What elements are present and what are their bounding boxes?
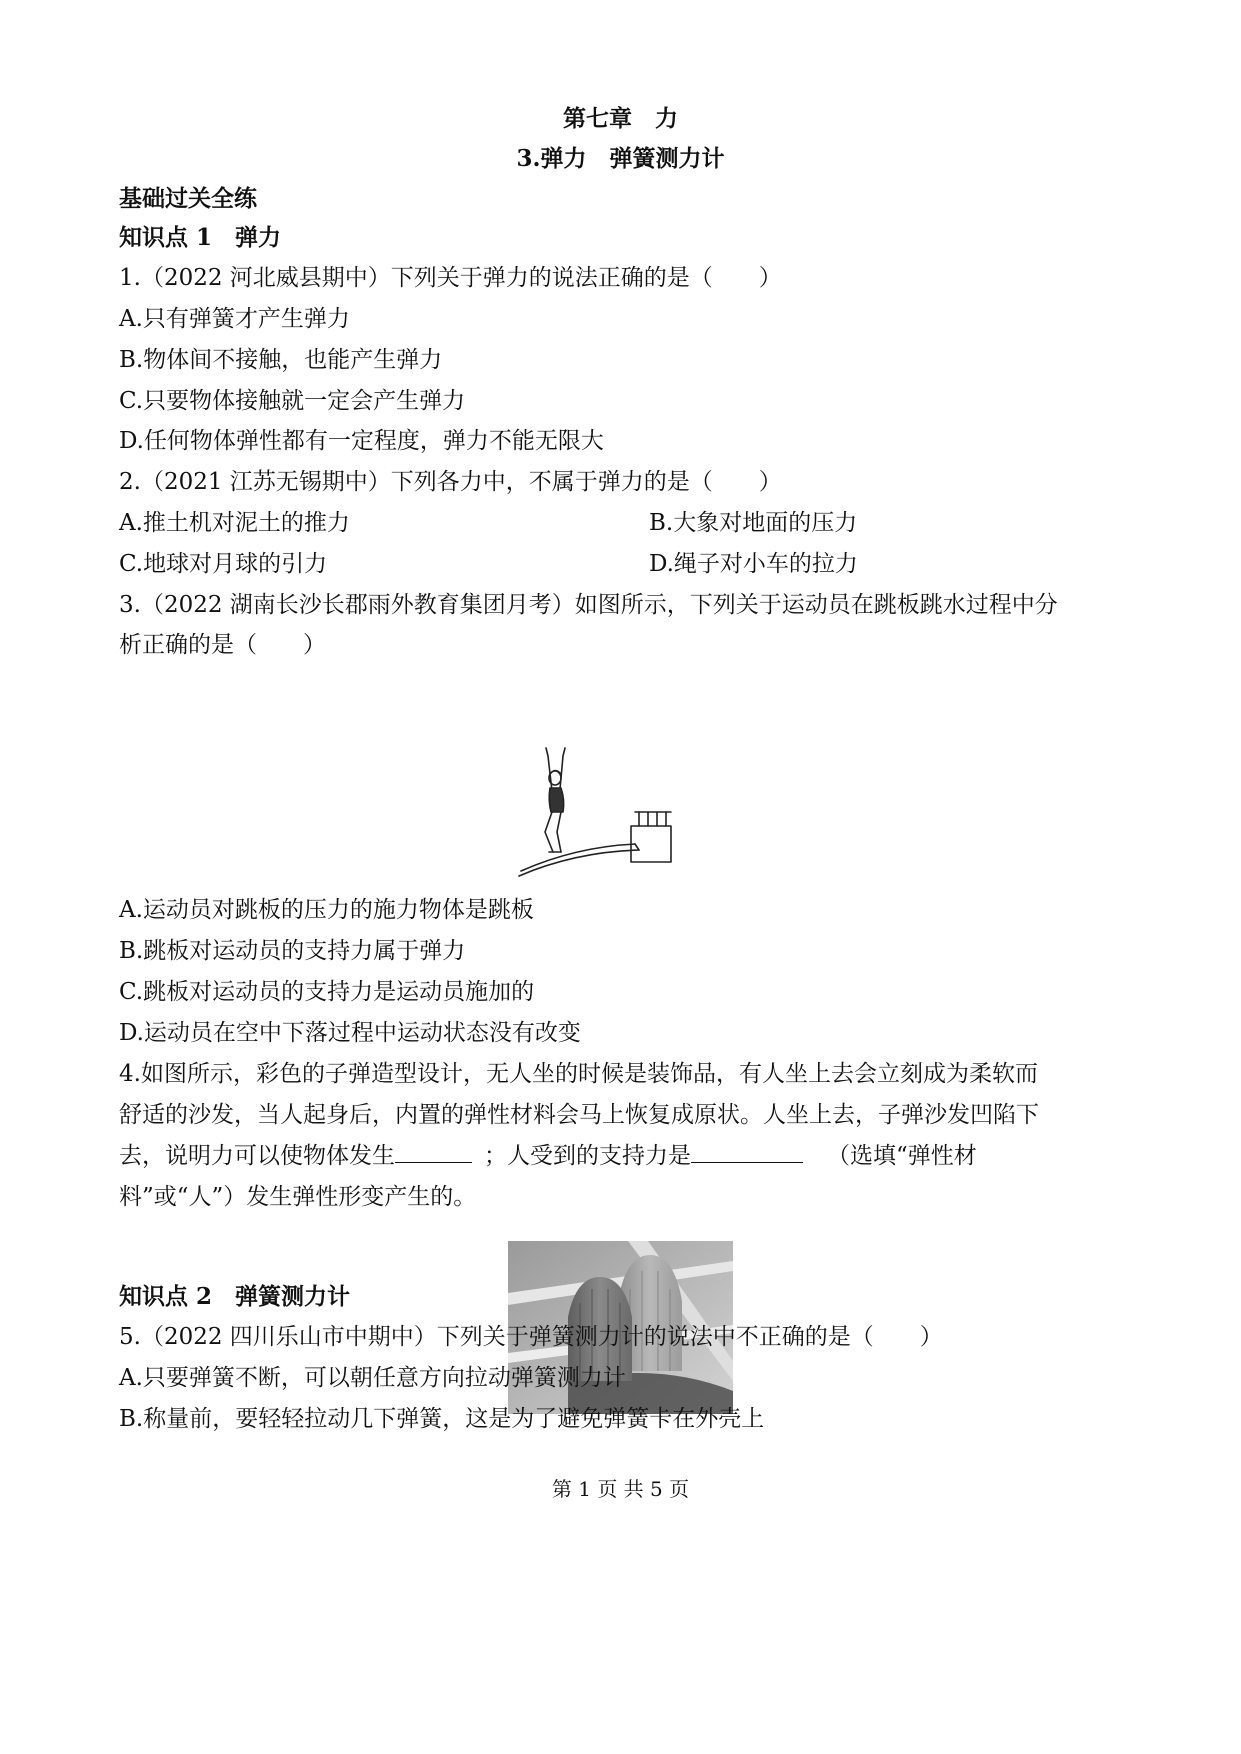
diving-board-figure xyxy=(515,740,690,878)
question-2-option-c: C.地球对月球的引力 xyxy=(119,551,328,577)
question-2-option-d: D.绳子对小车的拉力 xyxy=(649,551,858,577)
question-4-line-3 xyxy=(119,1140,977,1172)
question-5-option-a: A.只要弹簧不断，可以朝任意方向拉动弹簧测力计 xyxy=(119,1365,626,1391)
answer-blank-1[interactable] xyxy=(395,1140,472,1163)
question-5-option-b: B.称量前，要轻轻拉动几下弹簧，这是为了避免弹簧卡在外壳上 xyxy=(119,1406,765,1432)
question-1-option-b: B.物体间不接触，也能产生弹力 xyxy=(119,347,443,373)
question-3-option-a: A.运动员对跳板的压力的施力物体是跳板 xyxy=(119,897,534,923)
question-4-line-3-part-a: 去，说明力可以使物体发生 xyxy=(119,1143,395,1169)
question-5-stem: 5.（2022 四川乐山市中期中）下列关于弹簧测力计的说法中不正确的是（ ） xyxy=(119,1324,943,1350)
question-4-line-4: 料”或“人”）发生弹性形变产生的。 xyxy=(119,1184,477,1210)
question-3-stem-line-1: 3.（2022 湖南长沙长郡雨外教育集团月考）如图所示，下列关于运动员在跳板跳水过程中分 xyxy=(119,592,1058,618)
question-2-stem: 2.（2021 江苏无锡期中）下列各力中，不属于弹力的是（ ） xyxy=(119,469,782,495)
question-3-stem-line-2: 析正确的是（ ） xyxy=(119,632,326,658)
question-4-line-2: 舒适的沙发，当人起身后，内置的弹性材料会马上恢复成原状。人坐上去，子弹沙发凹陷下 xyxy=(119,1102,1039,1128)
knowledge-point-2-heading: 知识点 2 弹簧测力计 xyxy=(119,1283,351,1310)
question-1-option-d: D.任何物体弹性都有一定程度，弹力不能无限大 xyxy=(119,428,604,454)
question-4-line-1: 4.如图所示，彩色的子弹造型设计，无人坐的时候是装饰品，有人坐上去会立刻成为柔软而 xyxy=(119,1061,1038,1087)
question-4-line-3-part-c: （选填“弹性材 xyxy=(827,1143,977,1169)
exercise-group-heading: 基础过关全练 xyxy=(119,185,257,212)
question-1-stem: 1.（2022 河北威县期中）下列关于弹力的说法正确的是（ ） xyxy=(119,265,782,291)
question-1-option-c: C.只要物体接触就一定会产生弹力 xyxy=(119,388,466,414)
section-title: 3.弹力 弹簧测力计 xyxy=(516,145,725,172)
question-3-option-d: D.运动员在空中下落过程中运动状态没有改变 xyxy=(119,1020,581,1046)
answer-blank-2[interactable] xyxy=(691,1140,803,1163)
question-3-option-b: B.跳板对运动员的支持力属于弹力 xyxy=(119,938,466,964)
question-2-option-b: B.大象对地面的压力 xyxy=(649,510,858,536)
question-4-line-3-part-b: ；人受到的支持力是 xyxy=(484,1143,691,1169)
chapter-title: 第七章 力 xyxy=(563,105,678,132)
question-3-option-c: C.跳板对运动员的支持力是运动员施加的 xyxy=(119,979,535,1005)
question-2-option-a: A.推土机对泥土的推力 xyxy=(119,510,350,536)
question-1-option-a: A.只有弹簧才产生弹力 xyxy=(119,306,350,332)
page-number: 第 1 页 共 5 页 xyxy=(551,1477,690,1501)
knowledge-point-1-heading: 知识点 1 弹力 xyxy=(119,224,282,251)
